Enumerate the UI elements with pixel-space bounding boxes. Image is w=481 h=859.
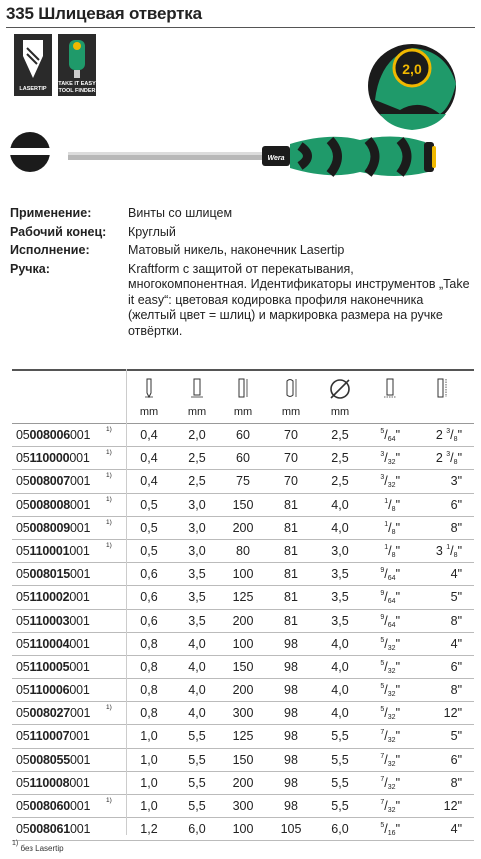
article-number: 05008055001 — [16, 752, 91, 767]
article-number: 05110008001 — [16, 775, 90, 790]
cell-value: 1,0 — [140, 752, 158, 767]
article-number: 05110005001 — [16, 659, 90, 674]
cell-value: 4,0 — [188, 706, 206, 721]
blade-width-inch-icon — [383, 377, 397, 399]
cell-value: 0,8 — [140, 636, 158, 651]
table-row — [12, 494, 474, 517]
cell-value: 98 — [284, 752, 298, 767]
cell-value: 81 — [284, 613, 298, 628]
cell-inch-length: 4" — [450, 636, 462, 651]
cell-inch-length: 8" — [450, 520, 462, 535]
cell-inch-length: 12" — [443, 706, 462, 721]
cell-inch-width: $^7/_{32}$" — [380, 752, 400, 768]
cell-value: 70 — [284, 474, 298, 489]
footnote-ref: 1) — [106, 704, 112, 712]
table-row — [12, 656, 474, 679]
cell-inch-width: $^5/_{32}$" — [380, 706, 400, 722]
cell-value: 200 — [232, 683, 254, 698]
cell-value: 200 — [232, 613, 254, 628]
blade-length-icon — [236, 377, 250, 399]
property-row — [10, 225, 470, 241]
cell-value: 0,8 — [140, 706, 158, 721]
cell-inch-length: 6" — [450, 752, 462, 767]
cell-value: 2,5 — [188, 451, 206, 466]
cell-value: 5,5 — [188, 799, 206, 813]
col-handle-length — [266, 371, 316, 423]
property-row — [10, 243, 470, 259]
article-number: 05110006001 — [16, 683, 90, 698]
article-number: 05008027001 — [16, 706, 91, 721]
table-row — [12, 818, 474, 841]
footnote — [12, 840, 64, 853]
cell-value: 70 — [284, 428, 298, 442]
cell-value: 0,6 — [140, 590, 158, 605]
property-key: Исполнение: — [10, 243, 90, 257]
article-number: 05110001001 — [16, 543, 90, 558]
cell-inch-length: 6" — [450, 497, 462, 512]
cell-value: 81 — [284, 567, 298, 582]
cell-value: 0,5 — [140, 543, 158, 558]
cell-value: 5,5 — [188, 729, 206, 744]
screwdriver — [68, 136, 436, 176]
tool-finder-caption: TAKE IT EASY TOOL FINDER — [58, 81, 96, 94]
cell-value: 3,0 — [188, 520, 206, 535]
cell-value: 80 — [236, 543, 250, 558]
cell-inch-width: $^7/_{32}$" — [380, 729, 400, 745]
cell-value: 2,5 — [331, 428, 349, 442]
cell-value: 81 — [284, 590, 298, 605]
cell-value: 0,6 — [140, 613, 158, 628]
col-thickness — [124, 371, 174, 423]
cell-inch-width: $^5/_{32}$" — [380, 683, 400, 699]
article-number: 05008015001 — [16, 567, 91, 582]
cell-value: 3,5 — [188, 567, 206, 582]
cell-value: 150 — [232, 752, 254, 767]
cell-value: 150 — [232, 659, 254, 674]
cell-value: 5,5 — [331, 775, 349, 790]
lasertip-caption: LASERTIP — [19, 86, 47, 92]
article-number: 05110002001 — [16, 590, 90, 605]
footnote-ref: 1) — [106, 541, 112, 549]
blade-width-icon — [190, 377, 204, 399]
cell-inch-width: $^7/_{32}$" — [380, 775, 400, 791]
cell-value: 3,0 — [188, 543, 206, 558]
footnote-ref: 1) — [106, 449, 112, 457]
table-header — [12, 371, 474, 424]
cell-inch-length: 2 $^3/_8$" — [435, 451, 462, 467]
footnote-text: без Lasertip — [20, 844, 64, 853]
cell-value: 4,0 — [331, 706, 349, 721]
cell-value: 5,5 — [331, 752, 349, 767]
cell-inch-length: 3" — [450, 474, 462, 489]
cell-value: 0,4 — [140, 474, 158, 489]
cell-inch-width: $^9/_{64}$" — [380, 590, 400, 606]
article-number: 05008061001 — [16, 822, 91, 837]
article-number: 05008060001 — [16, 799, 91, 813]
col-diameter — [315, 371, 365, 423]
cell-value: 1,2 — [140, 822, 158, 837]
cell-value: 81 — [284, 543, 298, 558]
cell-value: 4,0 — [188, 683, 206, 698]
unit-label: mm — [330, 406, 350, 418]
cell-value: 60 — [236, 428, 250, 442]
table-row — [12, 517, 474, 540]
cell-value: 4,0 — [331, 636, 349, 651]
cell-value: 98 — [284, 729, 298, 744]
cell-value: 3,0 — [331, 543, 349, 558]
cell-value: 4,0 — [188, 659, 206, 674]
col-width — [172, 371, 222, 423]
cell-value: 3,5 — [188, 613, 206, 628]
table-row — [12, 586, 474, 609]
cell-value: 4,0 — [331, 520, 349, 535]
cell-value: 0,5 — [140, 497, 158, 512]
cell-value: 2,5 — [188, 474, 206, 489]
cell-value: 5,5 — [188, 752, 206, 767]
cell-value: 70 — [284, 451, 298, 466]
footnote-ref: 1) — [106, 797, 112, 804]
cell-value: 100 — [232, 822, 254, 837]
cell-value: 98 — [284, 799, 298, 813]
cell-value: 4,0 — [331, 683, 349, 698]
properties-list — [10, 206, 470, 339]
article-number: 05110003001 — [16, 613, 90, 628]
cell-inch-width: $^1/_8$" — [384, 497, 400, 513]
table-row — [12, 424, 474, 447]
cell-inch-length: 5" — [450, 729, 462, 744]
brand-logo: Wera — [267, 155, 285, 162]
cell-value: 105 — [280, 822, 302, 837]
table-body — [12, 424, 474, 841]
cell-inch-length: 6" — [450, 659, 462, 674]
cell-value: 3,5 — [331, 590, 349, 605]
handle-closeup — [368, 44, 456, 130]
cell-inch-width: $^3/_{32}$" — [380, 451, 400, 467]
cell-value: 98 — [284, 659, 298, 674]
footnote-ref: 1) — [106, 426, 112, 433]
cell-value: 200 — [232, 520, 254, 535]
table-row — [12, 795, 474, 818]
cell-value: 4,0 — [188, 636, 206, 651]
cell-value: 0,5 — [140, 520, 158, 535]
property-key: Рабочий конец: — [10, 224, 107, 239]
handle-size-label: 2,0 — [402, 61, 422, 77]
col-width-inch — [365, 371, 415, 423]
cell-value: 150 — [232, 497, 254, 512]
cell-value: 5,5 — [331, 799, 349, 813]
slot-tip-icon — [10, 132, 50, 172]
cell-value: 75 — [236, 474, 250, 489]
cell-value: 3,5 — [331, 567, 349, 582]
specification-table — [12, 369, 474, 841]
footnote-ref: 1) — [106, 518, 112, 526]
cell-value: 81 — [284, 497, 298, 512]
article-number: 05110000001 — [16, 451, 90, 466]
property-key: Применение: — [10, 206, 92, 220]
cell-value: 0,8 — [140, 683, 158, 698]
cell-value: 125 — [232, 729, 254, 744]
table-row — [12, 725, 474, 748]
cell-inch-length: 12" — [443, 799, 462, 813]
cell-inch-width: $^5/_{64}$" — [380, 428, 400, 443]
article-number: 05008006001 — [16, 428, 91, 442]
table-row — [12, 702, 474, 725]
cell-value: 100 — [232, 567, 254, 582]
cell-value: 0,8 — [140, 659, 158, 674]
cell-value: 300 — [232, 706, 254, 721]
cell-value: 0,4 — [140, 451, 158, 466]
cell-value: 300 — [232, 799, 254, 813]
table-row — [12, 470, 474, 493]
cell-value: 5,5 — [331, 729, 349, 744]
cell-value: 98 — [284, 706, 298, 721]
cell-value: 6,0 — [188, 822, 206, 837]
cell-value: 3,0 — [188, 497, 206, 512]
cell-value: 6,0 — [331, 822, 349, 837]
cell-value: 3,5 — [188, 590, 206, 605]
property-row — [10, 206, 470, 222]
cell-inch-length: 8" — [450, 683, 462, 698]
cell-value: 1,0 — [140, 799, 158, 813]
table-row — [12, 772, 474, 795]
cell-inch-width: $^7/_{32}$" — [380, 799, 400, 814]
cell-inch-width: $^1/_8$" — [384, 520, 400, 536]
table-row — [12, 610, 474, 633]
cell-value: 2,5 — [331, 451, 349, 466]
cell-inch-width: $^5/_{32}$" — [380, 636, 400, 652]
unit-label: mm — [233, 406, 253, 418]
table-row — [12, 633, 474, 656]
cell-value: 3,5 — [331, 613, 349, 628]
blade-thickness-icon — [144, 377, 154, 399]
cell-value: 98 — [284, 683, 298, 698]
cell-value: 1,0 — [140, 729, 158, 744]
product-illustration — [0, 28, 481, 208]
cell-value: 0,6 — [140, 567, 158, 582]
unit-label: mm — [139, 406, 159, 418]
article-number: 05008008001 — [16, 497, 91, 512]
cell-inch-length: 8" — [450, 775, 462, 790]
cell-inch-length: 4" — [450, 822, 462, 837]
footnote-mark: 1) — [12, 840, 19, 847]
article-number: 05008009001 — [16, 520, 91, 535]
cell-value: 98 — [284, 636, 298, 651]
cell-value: 2,0 — [188, 428, 206, 442]
property-value: Kraftform с защитой от перекатывания, многокомпонентная. Идентификаторы инструментов „Take it easy“: цветовая кодировка профиля наконечника (желтый цвет = шлиц) и маркировка размера на ручке отвёртки. — [128, 261, 470, 338]
col-blade-length — [218, 371, 268, 423]
cell-inch-length: 8" — [450, 613, 462, 628]
article-number: 05008007001 — [16, 474, 91, 489]
cell-inch-width: $^9/_{64}$" — [380, 613, 400, 629]
cell-value: 81 — [284, 520, 298, 535]
cell-inch-length: 2 $^3/_8$" — [435, 428, 462, 443]
article-number: 05110007001 — [16, 729, 90, 744]
cell-value: 4,0 — [331, 497, 349, 512]
cell-inch-width: $^9/_{64}$" — [380, 567, 400, 583]
col-length-inch — [417, 371, 467, 423]
table-row — [12, 540, 474, 563]
diameter-icon — [328, 377, 352, 401]
page-title: 335 Шлицевая отвертка — [6, 4, 202, 23]
cell-value: 5,5 — [188, 775, 206, 790]
table-column-divider — [126, 369, 127, 835]
table-row — [12, 447, 474, 470]
table-row — [12, 749, 474, 772]
property-value: Винты со шлицем — [128, 206, 233, 220]
cell-value: 4,0 — [331, 659, 349, 674]
footnote-ref: 1) — [106, 472, 112, 480]
cell-inch-length: 5" — [450, 590, 462, 605]
unit-label: mm — [187, 406, 207, 418]
cell-inch-width: $^3/_{32}$" — [380, 474, 400, 490]
cell-inch-width: $^5/_{16}$" — [380, 822, 400, 838]
blade-length-inch-icon — [435, 377, 449, 399]
cell-inch-width: $^5/_{32}$" — [380, 659, 400, 675]
table-row — [12, 563, 474, 586]
cell-value: 2,5 — [331, 474, 349, 489]
article-number: 05110004001 — [16, 636, 90, 651]
footnote-ref: 1) — [106, 495, 112, 503]
cell-inch-width: $^1/_8$" — [384, 543, 400, 559]
property-value: Матовый никель, наконечник Lasertip — [128, 243, 345, 257]
property-key: Ручка: — [10, 261, 50, 276]
cell-inch-length: 4" — [450, 567, 462, 582]
unit-label: mm — [281, 406, 301, 418]
cell-inch-length: 3 $^1/_8$" — [435, 543, 462, 559]
cell-value: 60 — [236, 451, 250, 466]
cell-value: 1,0 — [140, 775, 158, 790]
property-row — [10, 262, 470, 340]
property-value: Круглый — [128, 224, 176, 239]
table-row — [12, 679, 474, 702]
cell-value: 125 — [232, 590, 254, 605]
cell-value: 98 — [284, 775, 298, 790]
cell-value: 0,4 — [140, 428, 158, 442]
handle-length-icon — [284, 377, 298, 399]
cell-value: 200 — [232, 775, 254, 790]
cell-value: 100 — [232, 636, 254, 651]
